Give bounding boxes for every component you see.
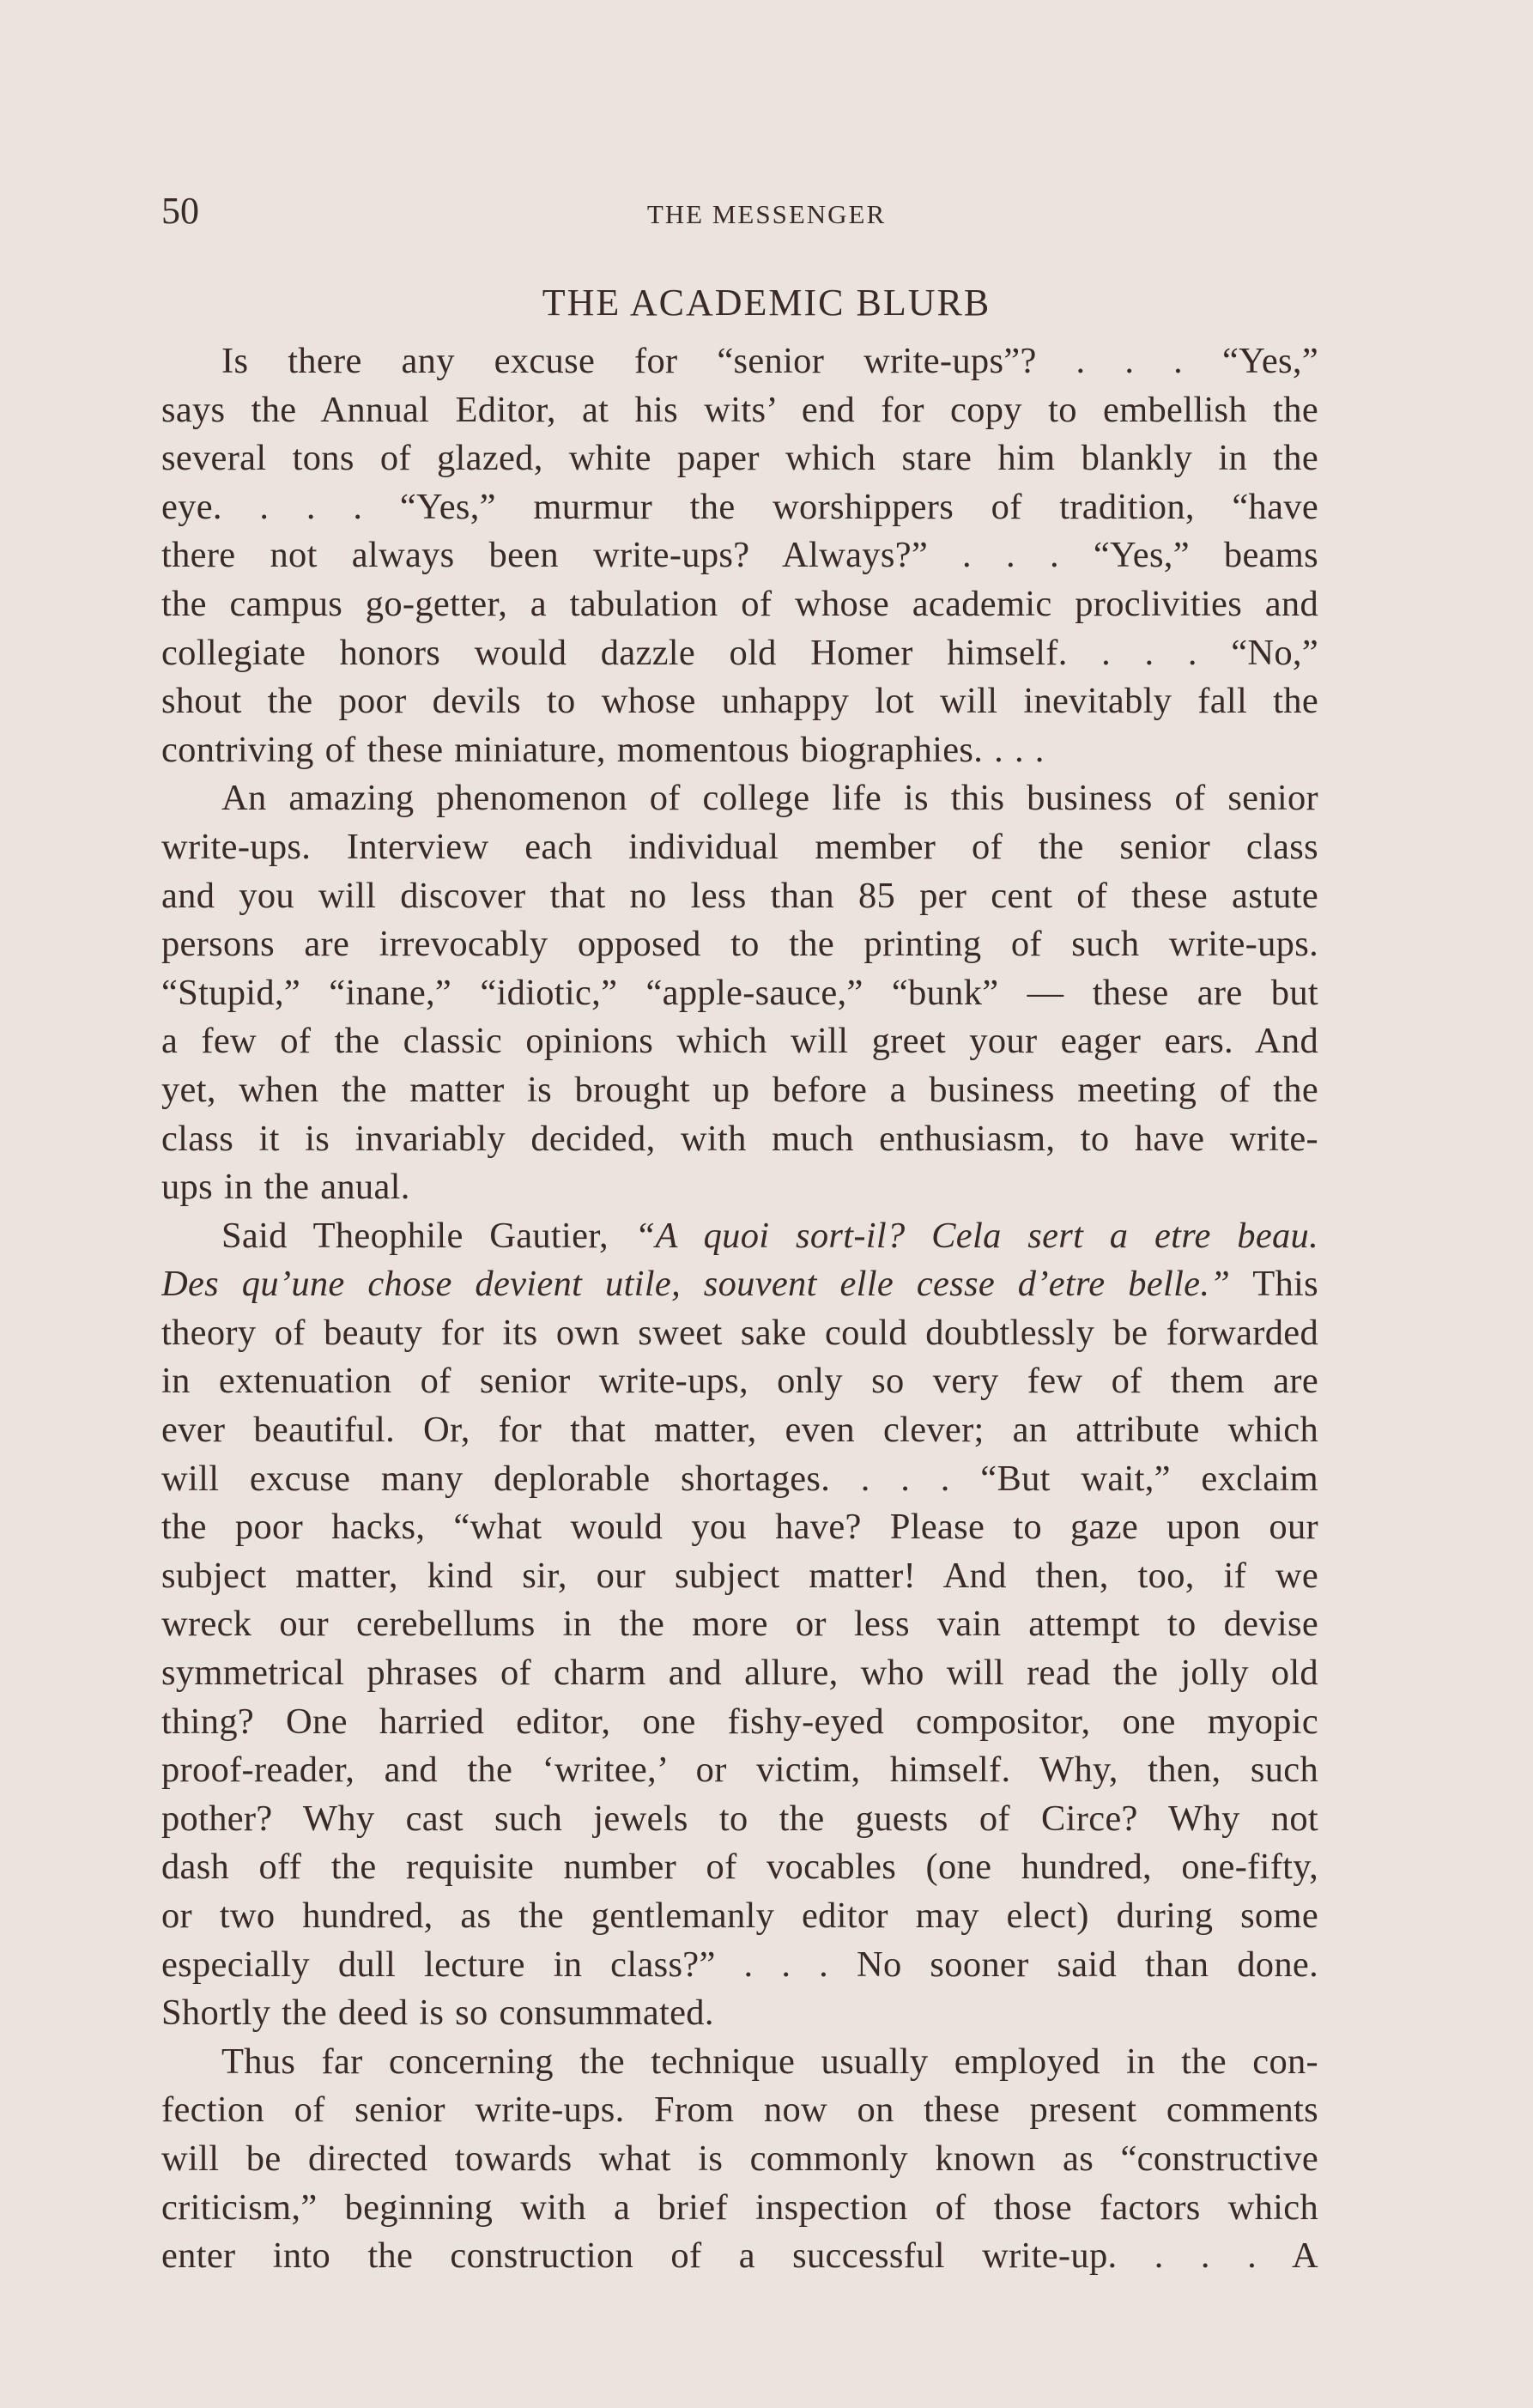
text-line — [161, 1212, 1318, 1261]
text-line — [161, 1260, 1318, 1309]
text-line — [161, 1017, 1318, 1066]
line-text: An amazing phenomenon of college life is this business of senior — [221, 778, 1318, 819]
text-line — [161, 1115, 1318, 1164]
line-text: shout the poor devils to whose unhappy lot will inevitably fall the — [161, 681, 1318, 722]
line-text: says the Annual Editor, at his wits’ end for copy to embellish the — [161, 389, 1318, 430]
line-text: theory of beauty for its own sweet sake could doubtlessly be forwarded — [161, 1312, 1318, 1353]
text-line — [161, 1698, 1318, 1747]
italic-quote: Des qu’une chose devient utile, souvent elle cesse d’etre belle.” — [161, 1264, 1231, 1305]
line-text: will be directed towards what is commonly known as “constructive — [161, 2138, 1318, 2179]
text-line — [161, 1600, 1318, 1649]
text-line — [161, 823, 1318, 872]
text-line — [161, 1941, 1318, 1990]
line-text: Thus far concerning the technique usually employed in the con- — [221, 2041, 1318, 2082]
line-text: “Stupid,” “inane,” “idiotic,” “apple-sauce,” “bunk” — these are but — [161, 972, 1318, 1013]
line-text: class it is invariably decided, with much enthusiasm, to have write- — [161, 1118, 1318, 1159]
text-line — [161, 434, 1318, 483]
text-line — [161, 1066, 1318, 1115]
text-line — [161, 2038, 1318, 2087]
text-line — [161, 483, 1318, 532]
text-line — [161, 1843, 1318, 1892]
text-line — [161, 580, 1318, 629]
line-text: pother? Why cast such jewels to the guests of Circe? Why not — [161, 1798, 1318, 1839]
text-line — [161, 1989, 1318, 2038]
text-line — [161, 1357, 1318, 1406]
line-text: yet, when the matter is brought up before a business meeting of the — [161, 1069, 1318, 1110]
line-text: the poor hacks, “what would you have? Please to gaze upon our — [161, 1507, 1318, 1548]
line-text: thing? One harried editor, one fishy-eyed compositor, one myopic — [161, 1701, 1318, 1742]
page-number: 50 — [161, 190, 199, 232]
text-line — [161, 1552, 1318, 1601]
line-text: collegiate honors would dazzle old Homer himself. . . . “No,” — [161, 632, 1318, 673]
line-text: proof-reader, and the ‘writee,’ or victim, himself. Why, then, such — [161, 1750, 1318, 1791]
article-body — [161, 337, 1318, 2281]
text-line — [161, 531, 1318, 580]
line-text: fection of senior write-ups. From now on these present comments — [161, 2090, 1318, 2131]
line-text: This — [1230, 1264, 1318, 1305]
line-text: persons are irrevocably opposed to the printing of such write-ups. — [161, 924, 1318, 965]
line-text: there not always been write-ups? Always?” . . . “Yes,” beams — [161, 535, 1318, 576]
line-text: enter into the construction of a successful write-up. . . . A — [161, 2235, 1318, 2277]
line-text: Said Theophile Gautier, — [221, 1215, 635, 1256]
line-text: ups in the anual. — [161, 1167, 410, 1208]
line-text: dash off the requisite number of vocables (one hundred, one-fifty, — [161, 1847, 1318, 1888]
text-line — [161, 386, 1318, 435]
text-line — [161, 872, 1318, 921]
line-text: criticism,” beginning with a brief inspection of those factors which — [161, 2187, 1318, 2228]
text-line — [161, 1795, 1318, 1844]
line-text: write-ups. Interview each individual member of the senior class — [161, 826, 1318, 867]
line-text: the campus go-getter, a tabulation of whose academic proclivities and — [161, 583, 1318, 624]
text-line — [161, 1309, 1318, 1358]
text-line — [161, 1503, 1318, 1552]
text-line — [161, 2184, 1318, 2233]
text-line — [161, 629, 1318, 678]
text-line — [161, 1163, 1318, 1212]
text-line — [161, 2135, 1318, 2184]
text-line — [161, 337, 1318, 386]
text-line — [161, 677, 1318, 726]
text-line — [161, 1406, 1318, 1455]
line-text: a few of the classic opinions which will greet your eager ears. And — [161, 1021, 1318, 1062]
text-line — [161, 774, 1318, 823]
line-text: and you will discover that no less than 85 per cent of these astute — [161, 875, 1318, 916]
text-line — [161, 2232, 1318, 2281]
line-text: wreck our cerebellums in the more or less vain attempt to devise — [161, 1604, 1318, 1645]
line-text: Shortly the deed is so consummated. — [161, 1993, 714, 2034]
line-text: or two hundred, as the gentlemanly editor may elect) during some — [161, 1895, 1318, 1936]
text-line — [161, 726, 1318, 775]
line-text: several tons of glazed, white paper which stare him blankly in the — [161, 438, 1318, 479]
line-text: symmetrical phrases of charm and allure, who will read the jolly old — [161, 1653, 1318, 1694]
text-line — [161, 1649, 1318, 1698]
text-line — [161, 2086, 1318, 2135]
line-text: contriving of these miniature, momentous biographies. . . . — [161, 729, 1045, 770]
line-text: especially dull lecture in class?” . . . No sooner said than done. — [161, 1944, 1318, 1985]
line-text: Is there any excuse for “senior write-ups”? . . . “Yes,” — [221, 341, 1318, 381]
italic-quote: “A quoi sort-il? Cela sert a etre beau. — [634, 1215, 1318, 1256]
text-line — [161, 1455, 1318, 1504]
line-text: subject matter, kind sir, our subject matter! And then, too, if we — [161, 1555, 1318, 1596]
text-line — [161, 920, 1318, 969]
line-text: in extenuation of senior write-ups, only so very few of them are — [161, 1361, 1318, 1402]
text-line — [161, 1746, 1318, 1795]
text-line — [161, 1892, 1318, 1941]
line-text: eye. . . . “Yes,” murmur the worshippers of tradition, “have — [161, 486, 1318, 527]
running-head: THE MESSENGER — [646, 199, 887, 229]
line-text: will excuse many deplorable shortages. . . . “But wait,” exclaim — [161, 1458, 1318, 1499]
line-text: ever beautiful. Or, for that matter, even clever; an attribute which — [161, 1410, 1318, 1451]
article-title: THE ACADEMIC BLURB — [542, 282, 991, 324]
text-line — [161, 969, 1318, 1018]
